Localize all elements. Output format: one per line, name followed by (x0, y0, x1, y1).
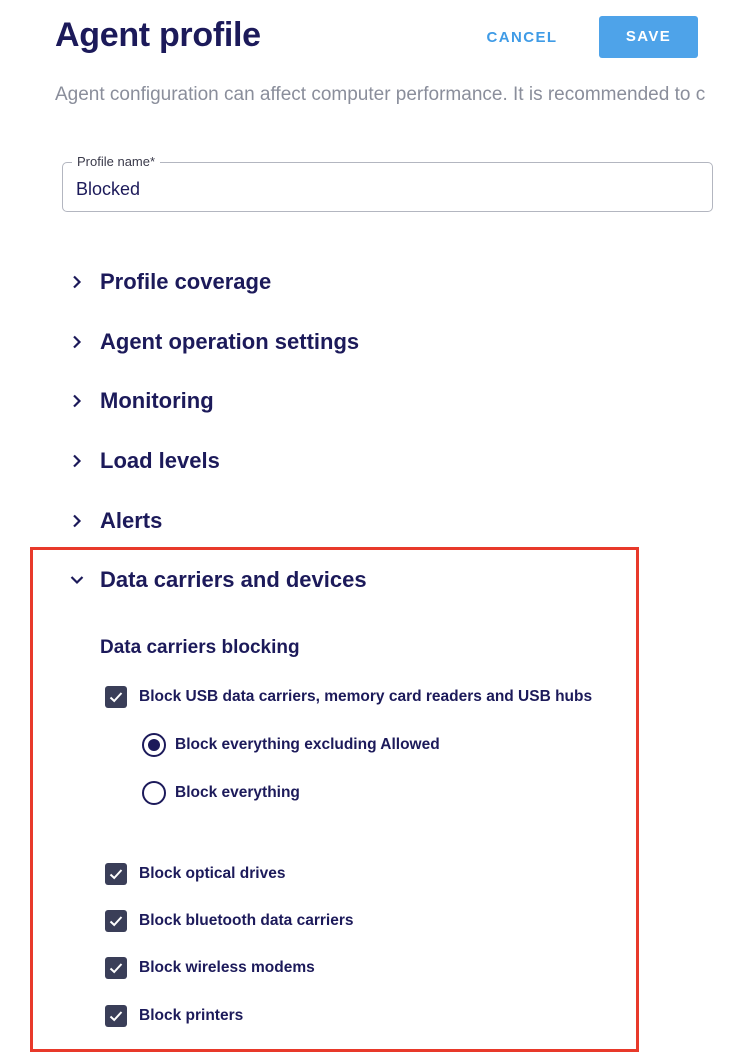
radio-selected-icon (142, 733, 166, 757)
checkbox-checked-icon (105, 1005, 127, 1027)
block-optical-drives-checkbox[interactable] (105, 863, 285, 885)
profile-name-label: Profile name* (72, 154, 160, 169)
checkbox-checked-icon (105, 910, 127, 932)
section-label: Monitoring (100, 388, 214, 413)
section-alerts[interactable] (66, 503, 566, 539)
chevron-right-icon (66, 450, 88, 472)
section-label: Data carriers and devices (100, 567, 367, 592)
checkbox-label: Block optical drives (139, 865, 286, 882)
radio-block-excluding-allowed[interactable] (142, 733, 440, 757)
checkbox-checked-icon (105, 957, 127, 979)
section-agent-operation-settings[interactable] (66, 324, 566, 360)
profile-name-input[interactable]: Blocked (76, 179, 141, 199)
block-wireless-modems-checkbox[interactable] (105, 957, 315, 979)
checkbox-label: Block printers (139, 1007, 244, 1024)
cancel-button[interactable]: CANCEL (478, 20, 566, 56)
chevron-right-icon (66, 390, 88, 412)
checkbox-checked-icon (105, 863, 127, 885)
chevron-right-icon (66, 331, 88, 353)
chevron-right-icon (66, 510, 88, 532)
checkbox-label: Block USB data carriers, memory card readers and USB hubs (139, 688, 593, 705)
chevron-down-icon (66, 569, 88, 591)
block-bluetooth-checkbox[interactable] (105, 910, 353, 932)
section-profile-coverage[interactable] (66, 264, 566, 300)
page-description: Agent configuration can affect computer performance. It is recommended to c (55, 84, 706, 105)
radio-label: Block everything (175, 784, 300, 801)
block-usb-checkbox[interactable] (105, 686, 592, 708)
checkbox-label: Block wireless modems (139, 959, 315, 976)
save-button[interactable]: SAVE (599, 16, 698, 58)
chevron-right-icon (66, 271, 88, 293)
checkbox-label: Block bluetooth data carriers (139, 912, 354, 929)
block-printers-checkbox[interactable] (105, 1005, 243, 1027)
section-label: Agent operation settings (100, 329, 360, 354)
section-label: Alerts (100, 508, 163, 533)
checkbox-checked-icon (105, 686, 127, 708)
radio-block-everything[interactable] (142, 781, 300, 805)
page-title: Agent profile (55, 16, 261, 54)
section-load-levels[interactable] (66, 443, 566, 479)
radio-unselected-icon (142, 781, 166, 805)
radio-label: Block everything excluding Allowed (175, 736, 440, 753)
data-carriers-blocking-title: Data carriers blocking (100, 637, 300, 658)
section-monitoring[interactable] (66, 383, 566, 419)
section-data-carriers-and-devices[interactable] (66, 562, 566, 598)
profile-name-field[interactable] (62, 154, 713, 212)
section-label: Load levels (100, 448, 220, 473)
section-label: Profile coverage (100, 269, 272, 294)
